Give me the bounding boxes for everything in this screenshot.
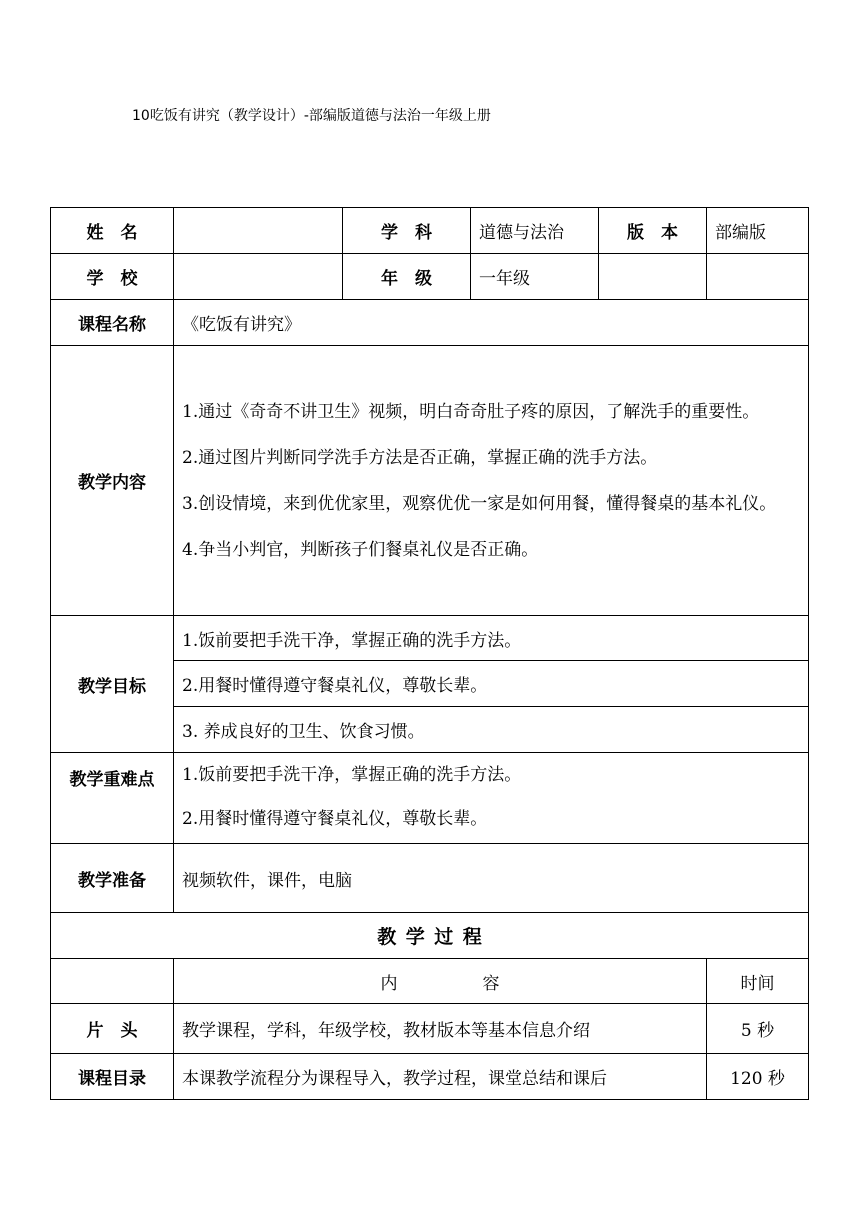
process-row-time: 120 秒 [707, 1054, 809, 1100]
goal-item: 2.用餐时懂得遵守餐桌礼仪，尊敬长辈。 [174, 661, 809, 707]
empty-cell [599, 254, 707, 300]
edition-value: 部编版 [707, 208, 809, 254]
subject-label: 学 科 [343, 208, 471, 254]
document-title: 10吃饭有讲究（教学设计）-部编版道德与法治一年级上册 [132, 108, 491, 124]
empty-cell [707, 254, 809, 300]
goal-item: 1.饭前要把手洗干净，掌握正确的洗手方法。 [174, 616, 809, 661]
process-row [51, 1004, 809, 1054]
course-value: 《吃饭有讲究》 [174, 300, 809, 346]
keypoint-item: 1.饭前要把手洗干净，掌握正确的洗手方法。 [182, 765, 522, 785]
edition-label: 版 本 [599, 208, 707, 254]
keypoints-list [174, 753, 809, 844]
content-label: 教学内容 [51, 346, 174, 616]
content-item: 1.通过《奇奇不讲卫生》视频，明白奇奇肚子疼的原因，了解洗手的重要性。 [182, 401, 760, 422]
prep-label: 教学准备 [51, 844, 174, 913]
process-row-content: 本课教学流程分为课程导入，教学过程，课堂总结和课后 [174, 1054, 707, 1100]
lesson-plan-table [50, 207, 809, 1100]
school-label: 学 校 [51, 254, 174, 300]
process-row-content: 教学课程，学科，年级学校，教材版本等基本信息介绍 [174, 1004, 707, 1054]
goals-label: 教学目标 [51, 616, 174, 753]
grade-label: 年 级 [343, 254, 471, 300]
prep-value: 视频软件，课件，电脑 [174, 844, 809, 913]
process-header-row [51, 959, 809, 1004]
prep-row [51, 844, 809, 913]
goals-row [51, 616, 809, 661]
subject-value: 道德与法治 [471, 208, 599, 254]
keypoints-label: 教学重难点 [51, 753, 174, 844]
content-item: 4.争当小判官，判断孩子们餐桌礼仪是否正确。 [182, 539, 539, 560]
process-row-label: 片 头 [51, 1004, 174, 1054]
process-heading: 教学过程 [51, 913, 809, 959]
content-list [174, 346, 809, 616]
keypoints-row [51, 753, 809, 844]
process-row-label: 课程目录 [51, 1054, 174, 1100]
header-row-1 [51, 208, 809, 254]
name-value [174, 208, 343, 254]
content-row [51, 346, 809, 616]
content-item: 3.创设情境，来到优优家里，观察优优一家是如何用餐，懂得餐桌的基本礼仪。 [182, 493, 777, 514]
empty-cell [51, 959, 174, 1004]
goal-item: 3. 养成良好的卫生、饮食习惯。 [174, 707, 809, 753]
process-heading-row [51, 913, 809, 959]
keypoint-item: 2.用餐时懂得遵守餐桌礼仪，尊敬长辈。 [182, 809, 488, 829]
content-column-header: 内容 [174, 959, 707, 1004]
grade-value: 一年级 [471, 254, 599, 300]
name-label: 姓 名 [51, 208, 174, 254]
course-label: 课程名称 [51, 300, 174, 346]
course-row [51, 300, 809, 346]
content-item: 2.通过图片判断同学洗手方法是否正确，掌握正确的洗手方法。 [182, 447, 658, 468]
time-column-header: 时间 [707, 959, 809, 1004]
header-row-2 [51, 254, 809, 300]
process-row-time: 5 秒 [707, 1004, 809, 1054]
process-row [51, 1054, 809, 1100]
school-value [174, 254, 343, 300]
